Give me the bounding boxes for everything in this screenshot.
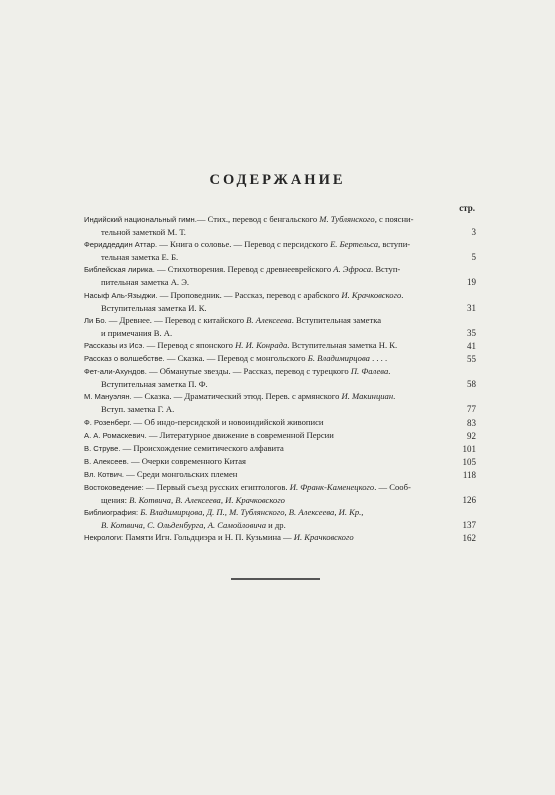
- entry-text: — Стих., перевод с бенгальского: [196, 214, 320, 224]
- entry-text: — Книга о соловье. — Перевод с персидского: [157, 239, 331, 250]
- entry-text: Вступ. заметка Г. А.: [101, 404, 175, 415]
- entry-author: Некрологи:: [84, 533, 124, 543]
- closing-rule: [231, 578, 320, 580]
- entry-author: В. Струве.: [84, 443, 121, 453]
- entry-translator: М. Тублянского: [319, 214, 375, 224]
- toc-entry-line: [84, 352, 476, 365]
- entry-text: — Литературное движение в современной Персии: [146, 429, 334, 440]
- entry-text: — Первый съезд русских египтологов.: [143, 481, 290, 492]
- toc-entry-continuation: [84, 519, 476, 531]
- toc-entry-line: [84, 531, 476, 544]
- entry-text-tail: , вступи-: [378, 239, 411, 250]
- entry-text-tail: .: [401, 289, 404, 300]
- entry-translator: И. Крачковского: [341, 289, 402, 300]
- toc-entry-line: [84, 289, 476, 302]
- page-number: 55: [467, 354, 476, 365]
- entry-text-tail: .: [393, 391, 396, 402]
- entry-translator: А. Эфроса: [333, 264, 372, 275]
- toc-entry: [84, 314, 476, 339]
- entry-translator: И. Франк-Каменецкого: [289, 481, 375, 492]
- entry-author: А. А. Ромаскевич.: [84, 430, 147, 440]
- entry-author: Вл. Котвич.: [84, 469, 125, 479]
- toc-entry-line: [84, 442, 476, 455]
- entry-author: Востоковедение:: [84, 482, 144, 492]
- page-number: 5: [471, 252, 476, 263]
- page-number: 35: [467, 327, 476, 338]
- entry-text: Вступительная заметка П. Ф.: [101, 379, 208, 390]
- entry-text: — Об индо-персидской и новоиндийской живописи: [131, 416, 324, 427]
- page-number: 77: [467, 404, 476, 415]
- toc-entry-line: [84, 481, 476, 494]
- entry-author: Фериддеддин Аттар.: [84, 240, 158, 250]
- toc-entry: [84, 442, 476, 455]
- page-number: 105: [462, 456, 476, 467]
- toc-entry-line: [84, 213, 476, 226]
- entry-author: Рассказ о волшебстве.: [84, 354, 165, 364]
- entry-translator: И. Макинциан: [341, 391, 394, 402]
- toc-entry: [84, 339, 476, 352]
- toc-entry-line: [84, 455, 476, 468]
- entry-author: Фет-али-Ахундов.: [84, 367, 147, 377]
- entry-translator: В. Котвича, В. Алексеева, И. Крачковского: [129, 495, 285, 506]
- page-title: СОДЕРЖАНИЕ: [209, 172, 346, 188]
- toc-entry: [84, 213, 476, 238]
- toc-entry-line: [84, 390, 476, 403]
- entry-author: Насыф Аль-Языджи.: [84, 290, 158, 300]
- entry-text-tail: . . . .: [369, 353, 388, 364]
- entry-text-tail: , с поясни-: [374, 214, 414, 224]
- toc-entry-line: [84, 506, 476, 519]
- toc-entry-line: [84, 416, 476, 429]
- page-number: 41: [467, 340, 476, 351]
- page-column-header: стр.: [459, 203, 475, 213]
- entry-translator: П. Фалева: [350, 366, 389, 377]
- page-number: 3: [471, 227, 476, 238]
- toc-entry: [84, 455, 476, 468]
- toc-entry-continuation: [84, 302, 476, 314]
- entry-text-tail: .: [388, 366, 391, 377]
- page-number: 162: [462, 533, 476, 544]
- toc-entry: [84, 468, 476, 481]
- page-number: 101: [462, 443, 476, 454]
- toc-entry: [84, 390, 476, 415]
- entry-text: Вступительная заметка И. К.: [101, 302, 207, 313]
- table-of-contents: [84, 213, 476, 544]
- entry-text: — Сказка. — Драматический этюд. Перев. с армянского: [131, 391, 342, 402]
- toc-entry-continuation: [84, 251, 476, 263]
- entry-text: тельная заметка Е. Б.: [101, 252, 179, 263]
- entry-author: В. Алексеев.: [84, 456, 129, 466]
- toc-entry: [84, 352, 476, 365]
- entry-text: тельной заметкой М. Т.: [101, 227, 186, 238]
- page-number: 83: [467, 417, 476, 428]
- entry-text: — Среди монгольских племен: [124, 468, 238, 479]
- entry-text: Памяти Игн. Гольдциэра и Н. П. Кузьмина —: [123, 532, 294, 543]
- entry-text-tail: . Вступительная заметка: [291, 314, 382, 325]
- toc-entry: [84, 531, 476, 544]
- page-number: 19: [467, 277, 476, 288]
- entry-text: — Очерки современного Китая: [128, 455, 247, 466]
- entry-text-tail: и др.: [266, 520, 286, 531]
- toc-entry-continuation: [84, 327, 476, 339]
- entry-text: — Сказка. — Перевод с монгольского: [164, 353, 308, 364]
- toc-entry-continuation: [84, 378, 476, 390]
- entry-author: Библейская лирика.: [84, 265, 155, 275]
- toc-entry: [84, 365, 476, 390]
- page-number: 58: [467, 379, 476, 390]
- page-number: 92: [467, 430, 476, 441]
- entry-translator: В. Котвича, С. Ольденбурга, А. Самойловича: [101, 520, 267, 531]
- entry-author: Ф. Розенберг.: [84, 417, 132, 427]
- toc-entry-line: [84, 365, 476, 378]
- entry-translator: В. Алексеева: [246, 314, 292, 325]
- toc-entry-line: [84, 429, 476, 442]
- entry-author: Рассказы из Исэ.: [84, 340, 145, 350]
- toc-entry-line: [84, 339, 476, 352]
- entry-text: пительная заметка А. Э.: [101, 277, 190, 288]
- entry-translator: Н. И. Конрада: [235, 339, 288, 350]
- toc-entry-continuation: [84, 403, 476, 415]
- toc-entry: [84, 481, 476, 506]
- toc-entry: [84, 506, 476, 531]
- page-number: 137: [462, 520, 476, 531]
- page-number: 126: [462, 495, 476, 506]
- entry-text: — Древнее. — Перевод с китайского: [106, 314, 247, 325]
- toc-entry-line: [84, 314, 476, 327]
- toc-entry: [84, 289, 476, 314]
- page-number: 118: [462, 469, 476, 480]
- toc-entry: [84, 429, 476, 442]
- entry-author: Ли Бо.: [84, 315, 107, 325]
- entry-translator: Б. Владимирцова, Д. П., М. Тублянского, В. Алексеева, И. Кр.,: [140, 507, 364, 518]
- entry-author: Индийский национальный гимн.: [84, 215, 197, 224]
- toc-entry-line: [84, 468, 476, 481]
- toc-entry-continuation: [84, 276, 476, 288]
- entry-text: щения:: [101, 495, 130, 506]
- entry-text: — Перевод с японского: [144, 339, 236, 350]
- entry-translator: Е. Бертельса: [330, 239, 379, 250]
- entry-text-tail: . Вступительная заметка Н. К.: [287, 339, 398, 350]
- entry-author: М. Мануэлян.: [84, 392, 132, 402]
- entry-text: — Стихотворения. Перевод с древнееврейского: [154, 264, 334, 275]
- entry-text-tail: . — Сооб-: [374, 481, 411, 492]
- entry-author: Библиография:: [84, 508, 139, 518]
- toc-entry-line: [84, 263, 476, 276]
- entry-text: — Происхождение семитического алфавита: [120, 442, 284, 453]
- entry-text-tail: . Вступ-: [371, 264, 401, 275]
- toc-entry: [84, 238, 476, 263]
- toc-entry: [84, 263, 476, 288]
- entry-translator: И. Крачковского: [293, 532, 354, 543]
- entry-text: — Проповедник. — Рассказ, перевод с арабского: [157, 289, 342, 300]
- page-number: 31: [467, 302, 476, 313]
- toc-entry-continuation: [84, 494, 476, 506]
- entry-text: и примечания В. А.: [101, 327, 173, 338]
- toc-entry: [84, 416, 476, 429]
- toc-entry-continuation: [84, 226, 476, 238]
- entry-translator: Б. Владимирцова: [307, 353, 370, 364]
- entry-text: — Обманутые звезды. — Рассказ, перевод с турецкого: [146, 366, 351, 377]
- toc-entry-line: [84, 238, 476, 251]
